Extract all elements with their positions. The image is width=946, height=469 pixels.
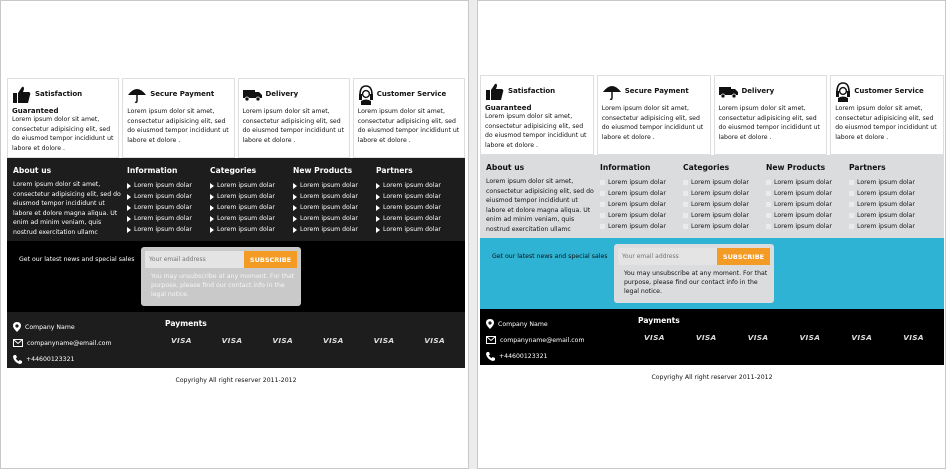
contact-info [486, 316, 585, 364]
bullet-icon [766, 180, 771, 185]
newsletter-note: You may unsubscribe at any moment. For that purpose, please find our contact info in the legal notice. [151, 273, 295, 299]
feature-customer-service [830, 75, 944, 155]
visa-card-icon: VISA [799, 333, 821, 342]
partners-column [376, 166, 459, 241]
feature-satisfaction [480, 75, 594, 155]
bullet-icon [376, 194, 380, 200]
footer-link[interactable]: Lorem ipsum dolar [376, 202, 459, 213]
information-column [127, 166, 210, 241]
feature-row [480, 75, 944, 155]
footer-link[interactable]: Lorem ipsum dolar [766, 188, 849, 199]
company-name: Company Name [498, 320, 548, 328]
thumbs-up-icon [485, 82, 505, 102]
bullet-icon [210, 183, 214, 189]
email-input[interactable] [618, 248, 717, 265]
newsletter-band [480, 238, 944, 309]
envelope-icon [13, 339, 23, 347]
feature-text: Lorem ipsum dolor sit amet, consectetur adipisicing elit, sed do eiusmod tempor incididunt ut labore et dolore . [485, 113, 587, 149]
contact-email[interactable]: companyname@email.com [27, 339, 112, 347]
bullet-icon [293, 194, 297, 200]
column-title: Partners [849, 163, 886, 172]
feature-text: Lorem ipsum dolor sit amet, consectetur adipisicing elit, sed do eiusmod tempor incididunt ut labore et dolore . [601, 105, 704, 141]
partners-column [849, 163, 932, 238]
footer-link[interactable]: Lorem ipsum dolar [293, 191, 376, 202]
bullet-icon [766, 202, 771, 207]
feature-title: Satisfaction [35, 90, 83, 99]
footer-link[interactable]: Lorem ipsum dolar [600, 210, 683, 221]
contact-info [13, 319, 112, 367]
truck-icon [243, 88, 263, 102]
bullet-icon [766, 224, 771, 229]
bullet-icon [376, 205, 380, 211]
footer-link[interactable]: Lorem ipsum dolar [210, 224, 293, 235]
feature-text: Lorem ipsum dolor sit amet, consectetur adipisicing elit, sed do eiusmod tempor incididunt ut labore et dolore . [718, 105, 820, 141]
visa-card-icon: VISA [272, 336, 294, 345]
footer-variant-light [477, 0, 946, 469]
location-pin-icon [486, 319, 494, 329]
footer-link[interactable]: Lorem ipsum dolar [766, 221, 849, 232]
visa-card-icon: VISA [695, 333, 717, 342]
feature-text: Lorem ipsum dolor sit amet, consectetur adipisicing elit, sed do eiusmod tempor incididunt ut labore et dolore . [357, 108, 460, 144]
feature-secure-payment [597, 75, 711, 155]
feature-delivery [238, 78, 350, 158]
footer-link[interactable]: Lorem ipsum dolar [293, 180, 376, 191]
bullet-icon [849, 213, 854, 218]
company-name: Company Name [25, 323, 75, 331]
footer-link[interactable]: Lorem ipsum dolar [127, 213, 210, 224]
bullet-icon [210, 205, 214, 211]
bullet-icon [127, 216, 131, 222]
feature-delivery [714, 75, 828, 155]
categories-column [210, 166, 293, 241]
footer-link[interactable]: Lorem ipsum dolar [210, 191, 293, 202]
bullet-icon [127, 205, 131, 211]
bullet-icon [127, 227, 131, 233]
footer-link[interactable]: Lorem ipsum dolar [293, 213, 376, 224]
bullet-icon [683, 191, 688, 196]
footer-link[interactable]: Lorem ipsum dolar [849, 199, 932, 210]
bullet-icon [849, 202, 854, 207]
phone-icon [13, 355, 22, 364]
footer-link[interactable]: Lorem ipsum dolar [210, 180, 293, 191]
bullet-icon [127, 194, 131, 200]
about-title: About us [13, 166, 52, 175]
column-title: New Products [766, 163, 826, 172]
footer-link[interactable]: Lorem ipsum dolar [293, 224, 376, 235]
footer-frame [7, 78, 465, 384]
footer-link[interactable]: Lorem ipsum dolar [127, 191, 210, 202]
payments-title: Payments [165, 319, 207, 328]
footer-link[interactable]: Lorem ipsum dolar [683, 188, 766, 199]
column-title: New Products [293, 166, 353, 175]
column-title: Categories [210, 166, 257, 175]
feature-title: Satisfaction [508, 87, 556, 96]
feature-text: Lorem ipsum dolor sit amet, consectetur adipisicing elit, sed do eiusmod tempor incididunt ut labore et dolore . [242, 108, 344, 144]
about-text: Lorem ipsum dolor sit amet, consectetur adipisicing elit, sed do eiusmod tempor incididunt ut labore et dolore magna aliqua. Ut enim ad minim veniam, quis nostrud exercitation ullamc [13, 181, 121, 236]
contact-payments-band [480, 309, 944, 365]
subscribe-button[interactable]: SUBSCRIBE [717, 248, 770, 265]
bullet-icon [376, 227, 380, 233]
footer-link[interactable]: Lorem ipsum dolar [766, 210, 849, 221]
footer-link[interactable]: Lorem ipsum dolar [600, 221, 683, 232]
feature-text: Lorem ipsum dolor sit amet, consectetur adipisicing elit, sed do eiusmod tempor incididunt ut labore et dolore . [12, 116, 114, 152]
bullet-icon [376, 216, 380, 222]
visa-card-icon: VISA [322, 336, 344, 345]
copyright-text: Copyrighy All right reserver 2011-2012 [651, 374, 773, 381]
footer-link[interactable]: Lorem ipsum dolar [766, 199, 849, 210]
headset-icon [835, 81, 851, 103]
about-column [486, 163, 600, 238]
visa-card-icon: VISA [851, 333, 873, 342]
bullet-icon [849, 180, 854, 185]
newsletter-note: You may unsubscribe at any moment. For that purpose, please find our contact info in the legal notice. [624, 270, 768, 296]
footer-link[interactable]: Lorem ipsum dolar [600, 188, 683, 199]
footer-link[interactable]: Lorem ipsum dolar [683, 177, 766, 188]
visa-card-icon: VISA [171, 336, 192, 345]
email-input[interactable] [145, 251, 244, 268]
payments-title: Payments [638, 316, 680, 325]
feature-text: Lorem ipsum dolor sit amet, consectetur adipisicing elit, sed do eiusmod tempor incididunt ut labore et dolore . [835, 105, 937, 141]
footer-frame [480, 75, 944, 381]
truck-icon [719, 85, 739, 99]
column-title: Information [600, 163, 651, 172]
column-title: Partners [376, 166, 413, 175]
about-column [13, 166, 127, 241]
location-pin-icon [13, 322, 21, 332]
contact-phone: +44600123321 [26, 355, 75, 363]
footer-link[interactable]: Lorem ipsum dolar [849, 188, 932, 199]
bullet-icon [600, 191, 605, 196]
feature-title: Secure Payment [624, 87, 689, 96]
feature-text: Lorem ipsum dolor sit amet, consectetur adipisicing elit, sed do eiusmod tempor incididunt ut labore et dolore . [127, 108, 229, 144]
bullet-icon [683, 224, 688, 229]
feature-customer-service [353, 78, 465, 158]
bullet-icon [293, 205, 297, 211]
feature-subtitle: Guaranteed [485, 104, 532, 112]
footer-link[interactable]: Lorem ipsum dolar [683, 221, 766, 232]
contact-payments-band [7, 312, 465, 368]
contact-phone: +44600123321 [499, 352, 548, 360]
footer-link[interactable]: Lorem ipsum dolar [683, 210, 766, 221]
newsletter-card [141, 247, 301, 306]
column-title: Information [127, 166, 178, 175]
footer-link[interactable]: Lorem ipsum dolar [376, 224, 459, 235]
footer-variant-dark [0, 0, 469, 469]
footer-link[interactable]: Lorem ipsum dolar [127, 224, 210, 235]
footer-link[interactable]: Lorem ipsum dolar [376, 213, 459, 224]
footer-links [7, 158, 465, 241]
column-title: Categories [683, 163, 730, 172]
bullet-icon [210, 227, 214, 233]
payments-section [165, 319, 445, 345]
footer-link[interactable]: Lorem ipsum dolar [683, 199, 766, 210]
newsletter-card [614, 244, 774, 303]
feature-subtitle: Guaranteed [12, 107, 59, 115]
footer-links [480, 155, 944, 238]
bullet-icon [600, 180, 605, 185]
envelope-icon [486, 336, 496, 344]
newsletter-band [7, 241, 465, 312]
bullet-icon [600, 202, 605, 207]
visa-card-icon: VISA [903, 333, 924, 342]
footer-link[interactable]: Lorem ipsum dolar [766, 177, 849, 188]
contact-email[interactable]: companyname@email.com [500, 336, 585, 344]
bullet-icon [683, 213, 688, 218]
feature-title: Customer Service [854, 87, 924, 96]
bullet-icon [766, 191, 771, 196]
bullet-icon [766, 213, 771, 218]
footer-link[interactable]: Lorem ipsum dolar [849, 210, 932, 221]
footer-link[interactable]: Lorem ipsum dolar [376, 191, 459, 202]
bullet-icon [849, 191, 854, 196]
newsletter-label: Get our latest news and special sales [19, 256, 135, 263]
bullet-icon [293, 227, 297, 233]
footer-link[interactable]: Lorem ipsum dolar [849, 177, 932, 188]
newsletter-label: Get our latest news and special sales [492, 253, 608, 260]
footer-link[interactable]: Lorem ipsum dolar [849, 221, 932, 232]
footer-link[interactable]: Lorem ipsum dolar [127, 202, 210, 213]
footer-link[interactable]: Lorem ipsum dolar [210, 202, 293, 213]
bullet-icon [683, 180, 688, 185]
new-products-column [766, 163, 849, 238]
about-text: Lorem ipsum dolor sit amet, consectetur adipisicing elit, sed do eiusmod tempor incididunt ut labore et dolore magna aliqua. Ut enim ad minim veniam, quis nostrud exercitation ullamc [486, 178, 594, 233]
footer-link[interactable]: Lorem ipsum dolar [600, 177, 683, 188]
footer-link[interactable]: Lorem ipsum dolar [600, 199, 683, 210]
feature-title: Customer Service [376, 90, 447, 99]
payments-section [638, 316, 924, 342]
thumbs-up-icon [12, 85, 32, 105]
headset-icon [358, 84, 374, 106]
footer-link[interactable]: Lorem ipsum dolar [376, 180, 459, 191]
bullet-icon [127, 183, 131, 189]
copyright-text: Copyrighy All right reserver 2011-2012 [175, 377, 297, 384]
footer-link[interactable]: Lorem ipsum dolar [293, 202, 376, 213]
visa-card-icon: VISA [221, 336, 243, 345]
bullet-icon [600, 224, 605, 229]
bullet-icon [849, 224, 854, 229]
bullet-icon [293, 183, 297, 189]
feature-title: Delivery [265, 90, 299, 99]
umbrella-icon [602, 83, 622, 101]
bullet-icon [210, 194, 214, 200]
feature-secure-payment [122, 78, 234, 158]
visa-card-icon: VISA [373, 336, 395, 345]
bullet-icon [376, 183, 380, 189]
bullet-icon [683, 202, 688, 207]
categories-column [683, 163, 766, 238]
footer-link[interactable]: Lorem ipsum dolar [210, 213, 293, 224]
umbrella-icon [127, 86, 147, 104]
feature-title: Delivery [741, 87, 775, 96]
visa-card-icon: VISA [424, 336, 445, 345]
visa-card-icon: VISA [644, 333, 665, 342]
about-title: About us [486, 163, 525, 172]
bullet-icon [293, 216, 297, 222]
phone-icon [486, 352, 495, 361]
feature-title: Secure Payment [150, 90, 215, 99]
new-products-column [293, 166, 376, 241]
bullet-icon [210, 216, 214, 222]
feature-row [7, 78, 465, 158]
visa-card-icon: VISA [747, 333, 769, 342]
information-column [600, 163, 683, 238]
bullet-icon [600, 213, 605, 218]
subscribe-button[interactable]: SUBSCRIBE [244, 251, 297, 268]
feature-satisfaction [7, 78, 119, 158]
footer-link[interactable]: Lorem ipsum dolar [127, 180, 210, 191]
